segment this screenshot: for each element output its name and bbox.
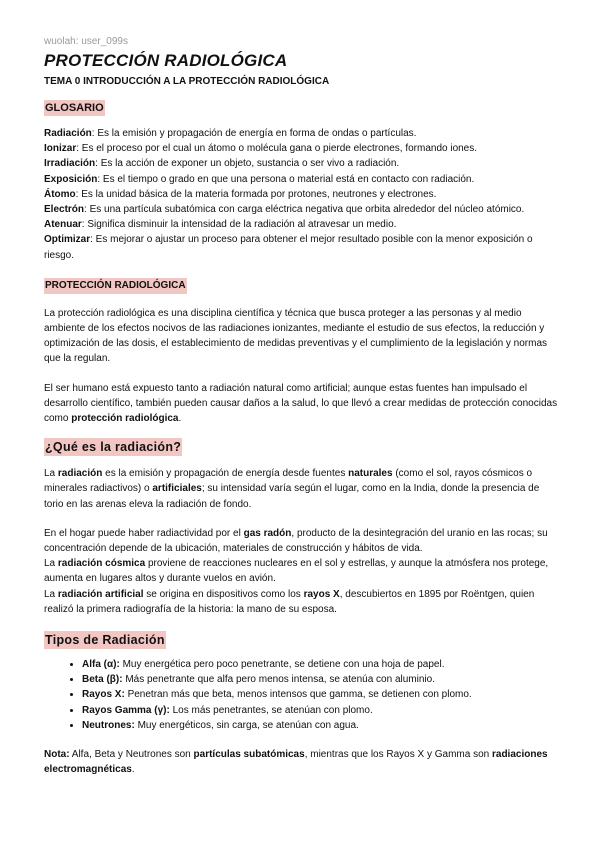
document-page <box>44 36 558 778</box>
text-run: , mientras que los Rayos X y Gamma son <box>304 749 492 761</box>
glossary-item <box>44 187 558 202</box>
proteccion-heading: PROTECCIÓN RADIOLÓGICA <box>44 278 187 294</box>
glossary-def: : Significa disminuir la intensidad de la radiación al atravesar un medio. <box>81 219 397 231</box>
list-item-def: Los más penetrantes, se atenúan con plomo. <box>169 704 373 716</box>
glossary-list <box>44 126 558 263</box>
page-title: PROTECCIÓN RADIOLÓGICA <box>44 51 288 70</box>
glossary-item <box>44 126 558 141</box>
text-run: . <box>178 413 182 425</box>
bold-run: protección radiológica <box>71 413 179 425</box>
text-run: La <box>44 468 58 480</box>
glossary-term: Exposición <box>44 173 98 185</box>
proteccion-paragraph-2 <box>44 381 558 427</box>
glossary-def: : Es el proceso por el cual un átomo o molécula gana o pierde electrones, formando iones. <box>76 143 478 155</box>
text-run: ; su intensidad varía según el lugar, como en la India, donde la presencia de torio en las arenas eleva la radiación de fondo. <box>44 483 540 510</box>
glossary-def: : Es una partícula subatómica con carga eléctrica negativa que orbita alrededor del núcleo atómico. <box>84 204 525 216</box>
que-es-heading-row <box>44 438 558 456</box>
glossary-item <box>44 232 558 262</box>
glossary-term: Átomo <box>44 188 76 200</box>
text-run: proviene de reacciones nucleares en el sol y estrellas, y aunque la atmósfera nos protege, aumenta en lugares altos y durante vuelos en avión. <box>44 558 549 585</box>
glossary-item <box>44 156 558 171</box>
text-run: La <box>44 558 58 570</box>
glossary-item <box>44 217 558 232</box>
list-item <box>82 687 558 702</box>
que-es-heading: ¿Qué es la radiación? <box>45 440 182 455</box>
list-item-def: Muy energéticos, sin carga, se atenúan con agua. <box>134 719 359 731</box>
list-item <box>82 718 558 733</box>
bold-run: radiación cósmica <box>57 558 146 570</box>
glossary-heading-row <box>44 100 558 116</box>
list-item-def: Penetran más que beta, menos intensos que gamma, se detienen con plomo. <box>124 689 472 701</box>
tipos-heading: Tipos de Radiación <box>45 633 165 648</box>
nota-label: Nota: <box>44 749 70 761</box>
list-item <box>82 703 558 718</box>
tipos-heading-row <box>44 631 558 649</box>
bold-run: radiación <box>57 468 103 480</box>
list-item-term: Alfa (α): <box>82 659 120 671</box>
text-run: . <box>131 764 135 776</box>
proteccion-heading-row <box>44 277 558 294</box>
nota-paragraph <box>44 747 558 777</box>
glossary-item <box>44 202 558 217</box>
page-subtitle: TEMA 0 INTRODUCCIÓN A LA PROTECCIÓN RADIOLÓGICA <box>44 76 330 87</box>
que-es-paragraph-1 <box>44 466 558 512</box>
text-run: se origina en dispositivos como los <box>143 588 304 600</box>
que-es-paragraph-3 <box>44 556 558 586</box>
bold-run: radiación artificial <box>57 588 144 600</box>
glossary-item <box>44 172 558 187</box>
text-run: En el hogar puede haber radiactividad por el <box>44 527 244 539</box>
glossary-term: Radiación <box>44 128 92 139</box>
glossary-def: : Es mejorar o ajustar un proceso para obtener el mejor resultado posible con la menor exposición o riesgo. <box>44 234 533 261</box>
text-run: , producto de la desintegración del uranio en las rocas; su concentración depende de la ubicación, materiales de construcción y hábitos de vida. <box>44 527 548 555</box>
tipos-list <box>44 657 558 733</box>
text-run: (como el sol, rayos cósmicos o minerales radiactivos) o <box>44 468 533 495</box>
glossary-def: : Es la emisión y propagación de energía en forma de ondas o partículas. <box>91 128 417 139</box>
que-es-paragraph-2 <box>44 526 558 556</box>
glossary-term: Optimizar <box>44 234 91 246</box>
text-run: es la emisión y propagación de energía desde fuentes <box>102 468 349 480</box>
que-es-paragraph-4 <box>44 587 558 617</box>
glossary-def: : Es el tiempo o grado en que una persona o material está en contacto con radiación. <box>97 173 475 185</box>
text-run: El ser humano está expuesto tanto a radiación natural como artificial; aunque estas fuentes han impulsado el desarrollo científico, también pueden causar daños a la salud, lo que llevó a crear medidas de protección conocidas como <box>44 382 558 425</box>
list-item-def: Más penetrante que alfa pero menos intensa, se atenúa con aluminio. <box>122 674 435 686</box>
bold-run: radiaciones electromagnéticas <box>44 749 548 776</box>
list-item-term: Rayos Gamma (γ): <box>82 704 170 716</box>
text-run: , descubiertos en 1895 por Roëntgen, quien realizó la primera radiografía de la historia: la mano de su esposa. <box>44 588 535 615</box>
glossary-term: Electrón <box>44 204 85 216</box>
watermark: wuolah: user_099s <box>44 36 128 47</box>
bold-run: gas radón <box>243 527 292 539</box>
glossary-def: : Es la unidad básica de la materia formada por protones, neutrones y electrones. <box>75 188 437 200</box>
glossary-def: : Es la acción de exponer un objeto, sustancia o ser vivo a radiación. <box>95 158 400 170</box>
glossary-term: Irradiación <box>44 158 96 170</box>
bold-run: naturales <box>348 468 393 480</box>
bold-run: partículas subatómicas <box>193 749 305 761</box>
bold-run: rayos X <box>303 588 340 600</box>
proteccion-paragraph-1: La protección radiológica es una disciplina científica y técnica que busca proteger a las personas y al medio ambiente de los efectos nocivos de las radiaciones ionizantes, mediante el estudio de sus efectos, la reducción y optimización de las dosis, el establecimiento de medidas preventivas y el cumplimiento de la legislación y normas que la regulan. <box>44 307 548 365</box>
glossary-item <box>44 141 558 156</box>
glossary-term: Atenuar <box>44 219 82 231</box>
list-item-term: Rayos X: <box>82 689 125 701</box>
text-run: Alfa, Beta y Neutrones son <box>69 749 194 761</box>
text-run: La <box>44 588 58 600</box>
list-item-def: Muy energética pero poco penetrante, se detiene con una hoja de papel. <box>119 659 445 671</box>
bold-run: artificiales <box>152 483 202 495</box>
list-item-term: Neutrones: <box>82 719 135 731</box>
list-item-term: Beta (β): <box>82 674 123 686</box>
glossary-heading: GLOSARIO <box>45 102 104 114</box>
glossary-term: Ionizar <box>44 143 77 155</box>
list-item <box>82 657 558 672</box>
list-item <box>82 672 558 687</box>
